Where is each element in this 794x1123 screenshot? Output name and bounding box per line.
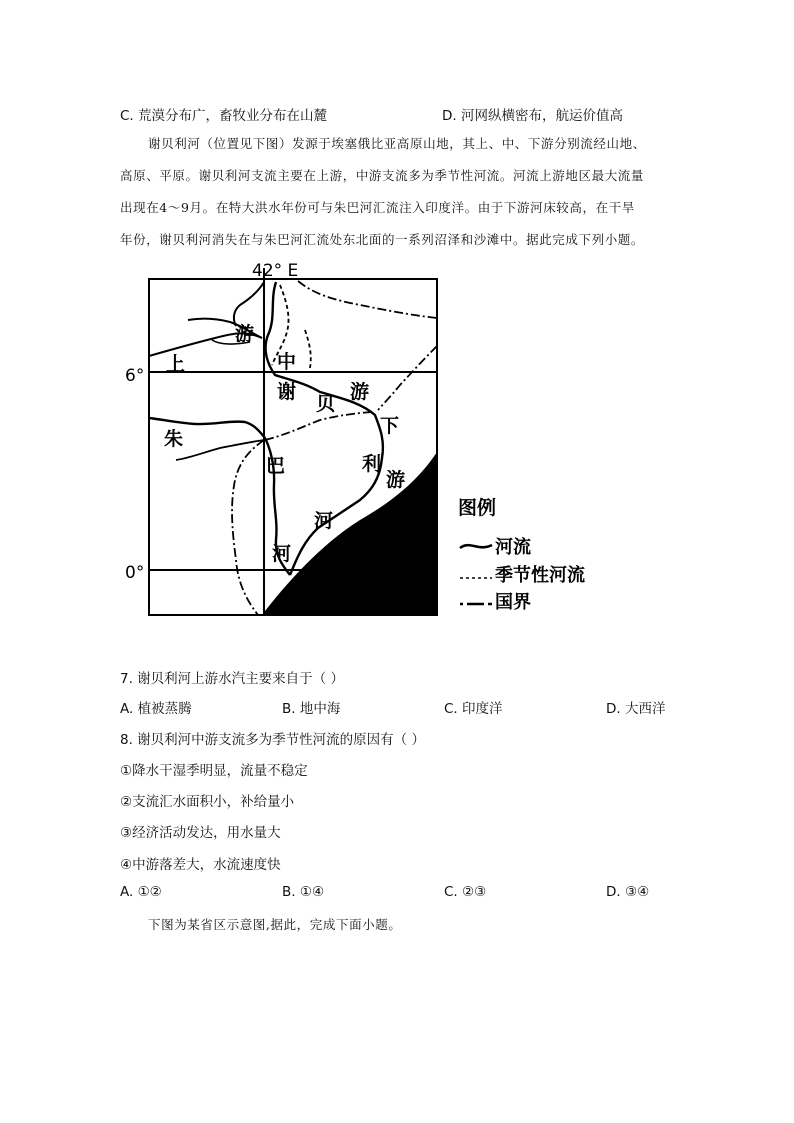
map-label-zhong: 中 [277, 351, 297, 373]
passage-line: 出现在4～9月。在特大洪水年份可与朱巴河汇流注入印度洋。由于下游河床较高，在干旱 [120, 200, 635, 215]
question-7-option-d: D. 大西洋 [606, 701, 666, 717]
map-label-you: 游 [386, 469, 406, 491]
border-line [298, 281, 437, 318]
passage-line: 谢贝利河（位置见下图）发源于埃塞俄比亚高原山地，其上、中、下游分别流经山地、 [148, 136, 646, 151]
passage-line: 高原、平原。谢贝利河支流主要在上游，中游支流多为季节性河流。河流上游地区最大流量 [120, 168, 645, 183]
map-legend [458, 496, 585, 613]
map-label-li: 利 [362, 453, 382, 475]
latitude-label-6: 6° [125, 366, 145, 386]
legend-river-label: 河流 [495, 537, 531, 558]
question-8-option-d: D. ③④ [606, 884, 650, 900]
question-8-item: ①降水干湿季明显，流量不稳定 [120, 763, 308, 779]
question-8-option-c: C. ②③ [444, 884, 487, 900]
juba-tributary [176, 440, 264, 460]
map-label-you: 游 [350, 381, 370, 403]
longitude-label: 42° E [252, 261, 299, 281]
map-label-xie: 谢 [277, 381, 297, 403]
map-label-you: 游 [235, 323, 255, 345]
map-label-zhu: 朱 [164, 428, 184, 450]
question-7-stem: 7. 谢贝利河上游水汽主要来自于（ ） [120, 671, 344, 687]
question-7-option-b: B. 地中海 [282, 701, 341, 717]
question-7-option-c: C. 印度洋 [444, 701, 503, 717]
question-8-item: ③经济活动发达，用水量大 [120, 825, 281, 841]
border-line [378, 346, 437, 410]
border-line [232, 440, 264, 615]
question-8-stem: 8. 谢贝利河中游支流多为季节性河流的原因有（ ） [120, 732, 425, 748]
map-label-he: 河 [272, 543, 292, 565]
map-label-xia: 下 [380, 415, 400, 437]
indian-ocean-area [262, 452, 437, 615]
seasonal-river [305, 330, 311, 368]
legend-river-symbol [460, 545, 492, 548]
legend-title: 图例 [458, 497, 497, 519]
question-8-option-a: A. ①② [120, 884, 162, 900]
latitude-label-0: 0° [125, 563, 145, 583]
question-8-option-b: B. ①④ [282, 884, 325, 900]
legend-seasonal-label: 季节性河流 [495, 565, 585, 586]
question-8-item: ②支流汇水面积小，补给量小 [120, 794, 295, 810]
option-d-previous: D. 河网纵横密布，航运价值高 [442, 108, 623, 124]
border-line [265, 412, 372, 440]
map-label-ba: 巴 [266, 455, 286, 477]
legend-border-label: 国界 [495, 592, 531, 613]
map-label-bei: 贝 [316, 393, 336, 415]
upper-tributary [234, 282, 264, 326]
next-section-intro: 下图为某省区示意图,据此，完成下面小题。 [148, 917, 402, 932]
question-7-option-a: A. 植被蒸腾 [120, 701, 192, 717]
map-label-shang: 上 [166, 353, 186, 375]
passage-line: 年份，谢贝利河消失在与朱巴河汇流处东北面的一系列沼泽和沙滩中。据此完成下列小题。 [120, 232, 645, 247]
map-label-he: 河 [314, 510, 334, 532]
option-c-previous: C. 荒漠分布广，畜牧业分布在山麓 [120, 108, 328, 124]
question-8-item: ④中游落差大，水流速度快 [120, 857, 281, 873]
